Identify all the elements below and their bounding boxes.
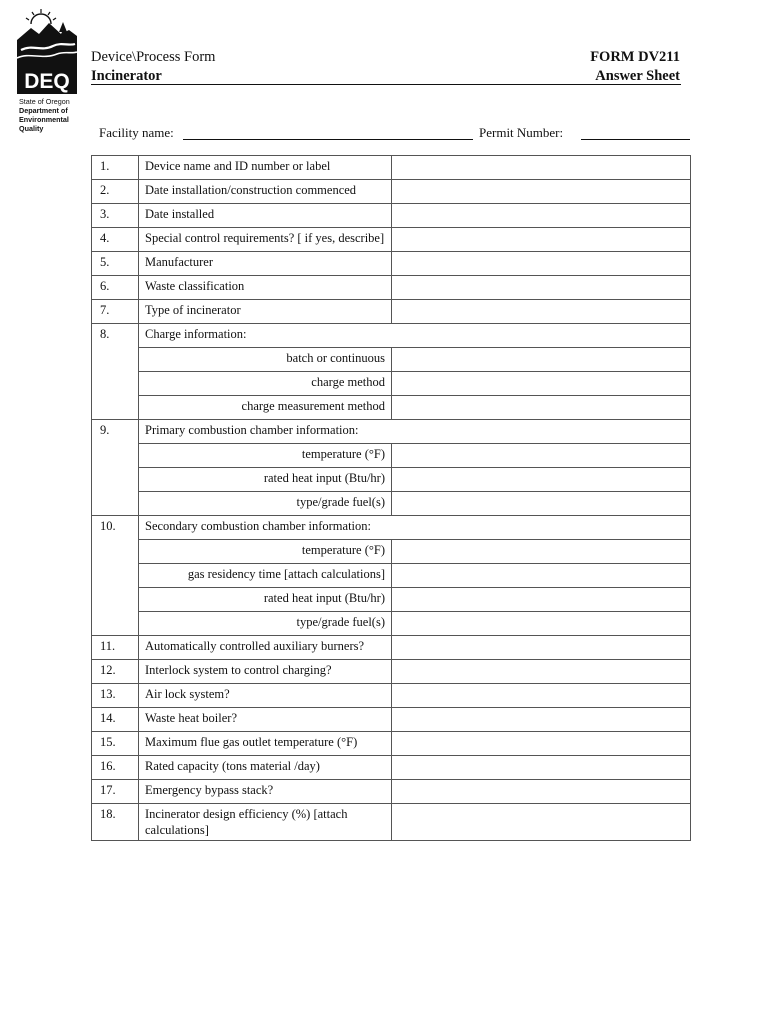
table-row <box>92 324 691 348</box>
deq-logo <box>17 6 77 138</box>
sub-row <box>92 396 691 420</box>
item-number: 17. <box>92 780 139 804</box>
sub-label: charge measurement method <box>139 396 392 420</box>
table-row <box>92 420 691 444</box>
answer-field[interactable] <box>392 732 691 756</box>
item-number: 12. <box>92 660 139 684</box>
sub-row <box>92 372 691 396</box>
sheet-type: Answer Sheet <box>595 68 680 84</box>
item-number: 18. <box>92 804 139 841</box>
sub-row <box>92 444 691 468</box>
answer-field[interactable] <box>392 564 691 588</box>
item-label: Date installation/construction commenced <box>139 180 392 204</box>
item-number: 11. <box>92 636 139 660</box>
agency-name <box>19 97 99 133</box>
section-label: Secondary combustion chamber information: <box>139 516 691 540</box>
item-label: Automatically controlled auxiliary burners? <box>139 636 392 660</box>
permit-number-field[interactable] <box>581 139 690 140</box>
answer-field[interactable] <box>392 444 691 468</box>
answer-field[interactable] <box>392 540 691 564</box>
facility-name-label: Facility name: <box>99 125 174 140</box>
answer-field[interactable] <box>392 660 691 684</box>
answer-field[interactable] <box>392 228 691 252</box>
permit-number-label: Permit Number: <box>479 125 564 140</box>
deq-landscape-icon <box>17 6 77 98</box>
form-title-line2: Incinerator <box>91 68 162 84</box>
table-row <box>92 756 691 780</box>
form-title-line1: Device\Process Form <box>91 49 216 65</box>
item-number: 16. <box>92 756 139 780</box>
item-number: 6. <box>92 276 139 300</box>
item-number: 5. <box>92 252 139 276</box>
sub-label: temperature (°F) <box>139 444 392 468</box>
item-number: 10. <box>92 516 139 636</box>
form-id <box>590 48 680 86</box>
header-rule <box>91 84 681 85</box>
table-row <box>92 516 691 540</box>
facility-name-field[interactable] <box>183 139 473 140</box>
form-code: FORM DV211 <box>590 49 680 65</box>
table-row <box>92 780 691 804</box>
item-number: 4. <box>92 228 139 252</box>
item-number: 2. <box>92 180 139 204</box>
sub-label: batch or continuous <box>139 348 392 372</box>
item-number: 8. <box>92 324 139 420</box>
item-number: 9. <box>92 420 139 516</box>
dept-line-2: Environmental <box>19 115 69 124</box>
sub-row <box>92 612 691 636</box>
sub-label: type/grade fuel(s) <box>139 612 392 636</box>
answer-field[interactable] <box>392 756 691 780</box>
answer-field[interactable] <box>392 300 691 324</box>
sub-label: type/grade fuel(s) <box>139 492 392 516</box>
item-label: Waste classification <box>139 276 392 300</box>
answer-field[interactable] <box>392 348 691 372</box>
item-label: Waste heat boiler? <box>139 708 392 732</box>
item-label: Incinerator design efficiency (%) [attach calculations] <box>139 804 392 841</box>
answer-field[interactable] <box>392 708 691 732</box>
form-title <box>91 48 215 86</box>
sub-label: rated heat input (Btu/hr) <box>139 468 392 492</box>
item-label: Date installed <box>139 204 392 228</box>
answer-field[interactable] <box>392 204 691 228</box>
table-row <box>92 708 691 732</box>
table-row <box>92 252 691 276</box>
table-row <box>92 228 691 252</box>
table-row <box>92 732 691 756</box>
sub-label: rated heat input (Btu/hr) <box>139 588 392 612</box>
item-number: 15. <box>92 732 139 756</box>
item-number: 1. <box>92 156 139 180</box>
item-label: Emergency bypass stack? <box>139 780 392 804</box>
sub-label: temperature (°F) <box>139 540 392 564</box>
answer-field[interactable] <box>392 252 691 276</box>
table-row <box>92 684 691 708</box>
item-label: Interlock system to control charging? <box>139 660 392 684</box>
answer-field[interactable] <box>392 276 691 300</box>
answer-field[interactable] <box>392 156 691 180</box>
answer-field[interactable] <box>392 492 691 516</box>
sub-row <box>92 540 691 564</box>
item-number: 14. <box>92 708 139 732</box>
item-number: 3. <box>92 204 139 228</box>
item-label: Rated capacity (tons material /day) <box>139 756 392 780</box>
answer-field[interactable] <box>392 780 691 804</box>
item-label: Type of incinerator <box>139 300 392 324</box>
answer-field[interactable] <box>392 588 691 612</box>
item-label: Air lock system? <box>139 684 392 708</box>
item-label: Maximum flue gas outlet temperature (°F) <box>139 732 392 756</box>
deq-acronym: DEQ <box>24 70 70 93</box>
table-row <box>92 636 691 660</box>
answer-field[interactable] <box>392 804 691 841</box>
sub-row <box>92 348 691 372</box>
table-row <box>92 156 691 180</box>
table-row <box>92 804 691 841</box>
state-line: State of Oregon <box>19 97 70 106</box>
table-row <box>92 204 691 228</box>
section-label: Charge information: <box>139 324 691 348</box>
answer-field[interactable] <box>392 372 691 396</box>
sub-label: charge method <box>139 372 392 396</box>
answer-field[interactable] <box>392 468 691 492</box>
table-row <box>92 660 691 684</box>
answer-field[interactable] <box>392 180 691 204</box>
sub-row <box>92 564 691 588</box>
dept-line-3: Quality <box>19 124 44 133</box>
answer-field[interactable] <box>392 396 691 420</box>
table-row <box>92 276 691 300</box>
answer-field[interactable] <box>392 684 691 708</box>
item-number: 7. <box>92 300 139 324</box>
sub-row <box>92 588 691 612</box>
table-row <box>92 180 691 204</box>
item-label: Device name and ID number or label <box>139 156 392 180</box>
answer-field[interactable] <box>392 612 691 636</box>
item-label: Manufacturer <box>139 252 392 276</box>
answer-field[interactable] <box>392 636 691 660</box>
sub-row <box>92 492 691 516</box>
item-label: Special control requirements? [ if yes, describe] <box>139 228 392 252</box>
sub-row <box>92 468 691 492</box>
answer-table <box>91 155 691 841</box>
dept-line-1: Department of <box>19 106 68 115</box>
item-number: 13. <box>92 684 139 708</box>
section-label: Primary combustion chamber information: <box>139 420 691 444</box>
table-row <box>92 300 691 324</box>
sub-label: gas residency time [attach calculations] <box>139 564 392 588</box>
